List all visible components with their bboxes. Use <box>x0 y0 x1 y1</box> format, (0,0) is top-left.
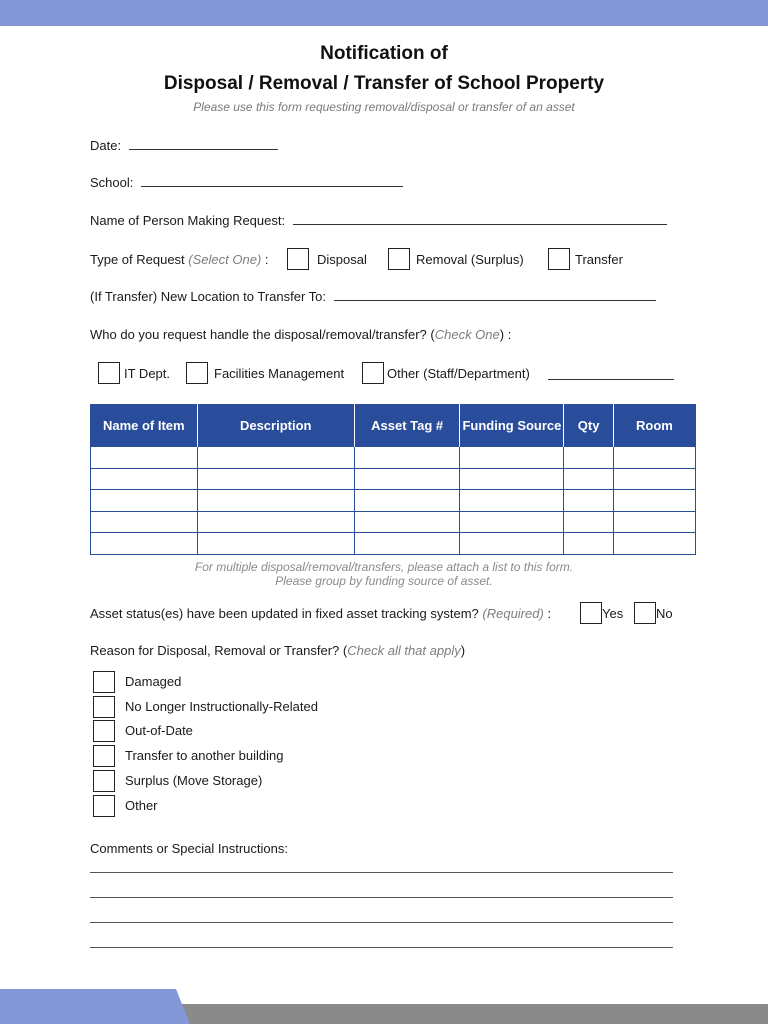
type-hint: (Select One) <box>188 252 262 267</box>
table-cell[interactable] <box>460 511 564 533</box>
new-location-field[interactable] <box>334 289 656 301</box>
it-dept-checkbox[interactable] <box>98 362 120 384</box>
comments-line[interactable] <box>90 947 673 948</box>
new-location-row <box>90 289 656 304</box>
table-cell[interactable] <box>91 511 198 533</box>
asset-status-no-checkbox[interactable] <box>634 602 656 624</box>
reason-option-not-instructional[interactable] <box>93 696 318 718</box>
handler-hint-close: ) <box>499 327 505 342</box>
table-cell[interactable] <box>197 447 354 469</box>
removal-option-label: Removal (Surplus) <box>416 252 524 267</box>
comments-line[interactable] <box>90 922 673 923</box>
reason-option-other[interactable] <box>93 795 158 817</box>
facilities-label: Facilities Management <box>214 366 345 381</box>
handler-hint: Check One <box>434 327 500 342</box>
col-funding-source: Funding Source <box>460 404 564 447</box>
table-row <box>91 511 696 533</box>
table-cell[interactable] <box>460 533 564 555</box>
reason-checkbox-damaged[interactable] <box>93 671 115 693</box>
date-label: Date: <box>90 138 122 153</box>
reason-label-other: Other <box>125 798 158 813</box>
it-dept-label: IT Dept. <box>124 366 171 381</box>
table-row <box>91 468 696 490</box>
table-cell[interactable] <box>613 468 695 490</box>
reason-checkbox-other[interactable] <box>93 795 115 817</box>
reason-question <box>90 643 465 658</box>
table-cell[interactable] <box>613 533 695 555</box>
table-cell[interactable] <box>460 447 564 469</box>
other-staff-field[interactable] <box>548 368 674 380</box>
table-cell[interactable] <box>613 511 695 533</box>
disposal-option-label: Disposal <box>317 252 367 267</box>
form-title-line1: Notification of <box>320 43 448 64</box>
table-cell[interactable] <box>197 490 354 512</box>
reason-option-transfer-building[interactable] <box>93 745 284 767</box>
removal-checkbox[interactable] <box>388 248 410 270</box>
col-name-of-item: Name of Item <box>91 404 198 447</box>
asset-status-label: Asset status(es) have been updated in fixed asset tracking system? <box>90 606 479 621</box>
reason-checkbox-transfer-building[interactable] <box>93 745 115 767</box>
requester-field[interactable] <box>293 213 667 225</box>
requester-label: Name of Person Making Request: <box>90 213 286 228</box>
table-cell[interactable] <box>91 447 198 469</box>
transfer-option-label: Transfer <box>575 252 623 267</box>
date-row <box>90 138 278 153</box>
school-field[interactable] <box>141 175 403 187</box>
table-cell[interactable] <box>354 447 460 469</box>
table-cell[interactable] <box>354 533 460 555</box>
other-staff-label: Other (Staff/Department) <box>387 366 530 381</box>
table-note-attach: For multiple disposal/removal/transfers, please attach a list to this form. <box>194 560 574 574</box>
school-label: School: <box>90 175 134 190</box>
table-cell[interactable] <box>91 468 198 490</box>
handler-label: Who do you request handle the disposal/removal/transfer? <box>90 327 427 342</box>
form-subtitle: Please use this form requesting removal/disposal or transfer of an asset <box>193 100 575 114</box>
col-asset-tag: Asset Tag # <box>354 404 460 447</box>
disposal-checkbox[interactable] <box>287 248 309 270</box>
asset-status-question <box>90 606 551 621</box>
table-cell[interactable] <box>460 490 564 512</box>
table-cell[interactable] <box>564 447 613 469</box>
reason-hint: Check all that apply <box>347 643 461 658</box>
table-cell[interactable] <box>91 533 198 555</box>
items-table <box>90 404 696 555</box>
table-cell[interactable] <box>354 468 460 490</box>
asset-status-yes-label: Yes <box>602 606 624 621</box>
handler-colon: : <box>507 327 512 342</box>
asset-status-no-label: No <box>656 606 673 621</box>
asset-status-colon: : <box>547 606 552 621</box>
col-room: Room <box>613 404 695 447</box>
type-colon: : <box>264 252 269 267</box>
reason-option-damaged[interactable] <box>93 671 182 693</box>
handler-hint-open: ( <box>430 327 435 342</box>
table-note-group: Please group by funding source of asset. <box>275 574 493 588</box>
table-row <box>91 447 696 469</box>
facilities-checkbox[interactable] <box>186 362 208 384</box>
table-cell[interactable] <box>197 468 354 490</box>
type-label-text: Type of Request <box>90 252 185 267</box>
transfer-checkbox[interactable] <box>548 248 570 270</box>
table-row <box>91 533 696 555</box>
reason-checkbox-surplus[interactable] <box>93 770 115 792</box>
reason-label-surplus: Surplus (Move Storage) <box>125 773 263 788</box>
reason-hint-close: ) <box>460 643 466 658</box>
reason-checkbox-not-instructional[interactable] <box>93 696 115 718</box>
comments-line[interactable] <box>90 872 673 873</box>
table-cell[interactable] <box>91 490 198 512</box>
table-cell[interactable] <box>613 490 695 512</box>
table-cell[interactable] <box>564 511 613 533</box>
table-header-row <box>91 404 696 447</box>
reason-label-transfer-building: Transfer to another building <box>125 748 284 763</box>
table-cell[interactable] <box>354 511 460 533</box>
new-location-label: (If Transfer) New Location to Transfer To: <box>90 289 327 304</box>
table-cell[interactable] <box>197 533 354 555</box>
other-staff-checkbox[interactable] <box>362 362 384 384</box>
reason-label-not-instructional: No Longer Instructionally-Related <box>125 699 318 714</box>
reason-label-out-of-date: Out-of-Date <box>125 723 193 738</box>
form-title-line2: Disposal / Removal / Transfer of School Property <box>163 73 605 94</box>
type-of-request-label <box>90 252 269 267</box>
asset-status-hint: (Required) <box>482 606 544 621</box>
reason-option-out-of-date[interactable] <box>93 720 193 742</box>
table-cell[interactable] <box>613 447 695 469</box>
reason-label: Reason for Disposal, Removal or Transfer? <box>90 643 340 658</box>
table-cell[interactable] <box>564 468 613 490</box>
reason-checkbox-out-of-date[interactable] <box>93 720 115 742</box>
col-qty: Qty <box>564 404 613 447</box>
table-row <box>91 490 696 512</box>
handler-question <box>90 327 511 342</box>
reason-option-surplus[interactable] <box>93 770 263 792</box>
comments-label: Comments or Special Instructions: <box>90 841 288 856</box>
date-field[interactable] <box>129 138 278 150</box>
comments-line[interactable] <box>90 897 673 898</box>
reason-label-damaged: Damaged <box>125 674 182 689</box>
footer-accent-tab <box>0 989 190 1024</box>
school-row <box>90 175 403 190</box>
top-accent-band <box>0 0 768 26</box>
asset-status-yes-checkbox[interactable] <box>580 602 602 624</box>
table-cell[interactable] <box>197 511 354 533</box>
requester-row <box>90 213 667 228</box>
col-description: Description <box>197 404 354 447</box>
table-cell[interactable] <box>460 468 564 490</box>
table-cell[interactable] <box>564 490 613 512</box>
table-cell[interactable] <box>564 533 613 555</box>
table-cell[interactable] <box>354 490 460 512</box>
reason-hint-open: ( <box>342 643 348 658</box>
